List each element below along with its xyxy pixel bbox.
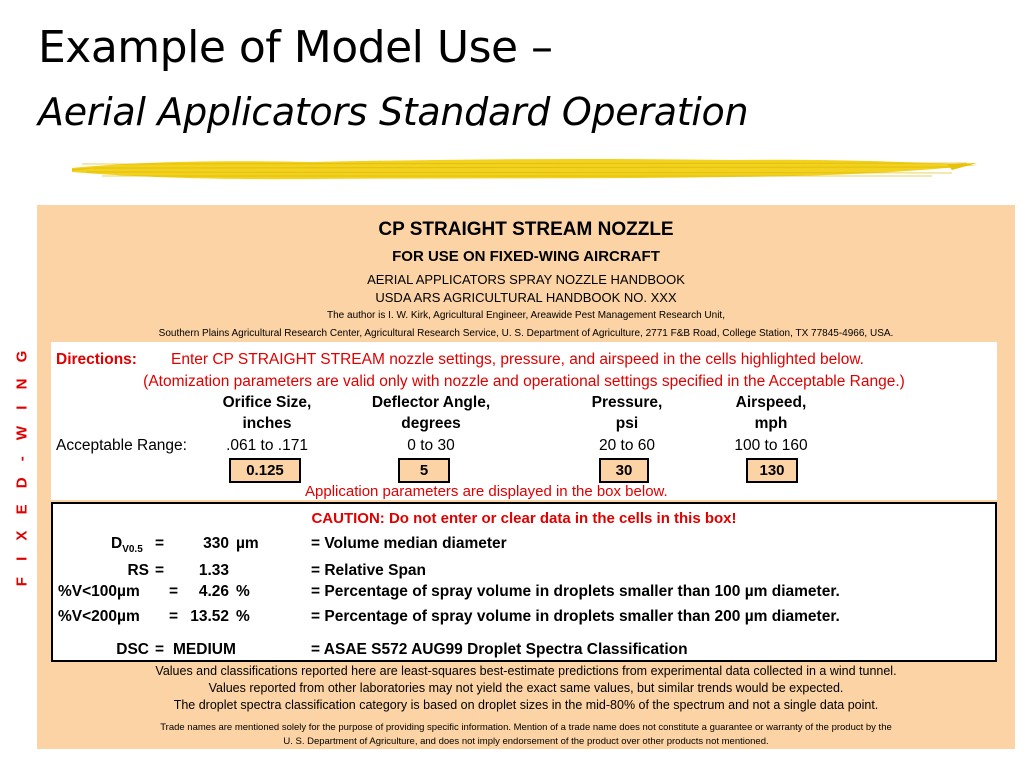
pressure-range: 20 to 60 bbox=[598, 437, 656, 454]
deflector-angle-input[interactable]: 5 bbox=[398, 458, 450, 483]
dv05-unit: µm bbox=[236, 535, 259, 552]
footer-note-2: Values reported from other laboratories may not yield the exact same values, but similar trends would be expected. bbox=[208, 681, 844, 695]
airspeed-unit: mph bbox=[754, 415, 788, 432]
v100-unit: % bbox=[236, 583, 250, 600]
orifice-size-header: Orifice Size, bbox=[222, 394, 312, 411]
rs-value: 1.33 bbox=[198, 562, 229, 579]
fixed-wing-side-label: F I X E D - W I N G bbox=[13, 344, 31, 586]
deflector-angle-unit: degrees bbox=[401, 415, 461, 432]
footer-note-3: The droplet spectra classification category is based on droplet sizes in the mid-80% of the spectrum and not a single data point. bbox=[173, 698, 879, 712]
v100-eq: = bbox=[169, 583, 179, 600]
directions-label: Directions: bbox=[56, 351, 137, 368]
author-line-1: The author is I. W. Kirk, Agricultural Engineer, Areawide Pest Management Research Unit, bbox=[327, 310, 725, 321]
dv05-eq: = bbox=[155, 535, 165, 552]
v200-label: %V<200µm bbox=[58, 608, 140, 625]
orifice-size-unit: inches bbox=[242, 415, 292, 432]
author-line-2: Southern Plains Agricultural Research Center, Agricultural Research Service, U. S. Department of Agriculture, 2771 F&B Road, College Station, TX 77845-4966, USA. bbox=[158, 328, 894, 339]
pressure-input[interactable]: 30 bbox=[599, 458, 649, 483]
directions-text: Enter CP STRAIGHT STREAM nozzle settings, pressure, and airspeed in the cells highlighted below. bbox=[171, 351, 864, 368]
rs-label: RS bbox=[127, 562, 149, 579]
nozzle-heading: CP STRAIGHT STREAM NOZZLE bbox=[378, 219, 674, 240]
results-box bbox=[51, 502, 997, 662]
dsc-eq: = bbox=[155, 641, 165, 658]
caution-text: CAUTION: Do not enter or clear data in the cells in this box! bbox=[311, 510, 737, 527]
spreadsheet-panel bbox=[37, 205, 1015, 749]
slide-title: Example of Model Use – bbox=[38, 22, 553, 73]
orifice-size-input[interactable]: 0.125 bbox=[229, 458, 301, 483]
yellow-brush-stroke bbox=[72, 150, 977, 186]
footer-note-1: Values and classifications reported here are least-squares best-estimate predictions from experimental data collected in a wind tunnel. bbox=[155, 664, 897, 678]
dsc-value: MEDIUM bbox=[173, 641, 236, 658]
handbook-line-1: AERIAL APPLICATORS SPRAY NOZZLE HANDBOOK bbox=[367, 272, 685, 287]
airspeed-range: 100 to 160 bbox=[734, 437, 808, 454]
v100-label: %V<100µm bbox=[58, 583, 140, 600]
slide-subtitle: Aerial Applicators Standard Operation bbox=[38, 90, 749, 134]
directions-note: (Atomization parameters are valid only with nozzle and operational settings specified in the Acceptable Range.) bbox=[143, 373, 905, 390]
disclaimer-line-2: U. S. Department of Agriculture, and does not imply endorsement of the product over other products not mentioned. bbox=[283, 736, 769, 747]
pressure-header: Pressure, bbox=[591, 394, 663, 411]
v100-value: 4.26 bbox=[198, 583, 229, 600]
dsc-label: DSC bbox=[116, 641, 149, 658]
pressure-unit: psi bbox=[615, 415, 639, 432]
deflector-angle-header: Deflector Angle, bbox=[371, 394, 491, 411]
airspeed-input[interactable]: 130 bbox=[746, 458, 798, 483]
params-note: Application parameters are displayed in the box below. bbox=[305, 483, 668, 500]
dsc-description: = ASAE S572 AUG99 Droplet Spectra Classification bbox=[311, 641, 688, 658]
dv05-description: = Volume median diameter bbox=[311, 535, 507, 552]
aircraft-subheading: FOR USE ON FIXED-WING AIRCRAFT bbox=[392, 248, 660, 265]
v100-description: = Percentage of spray volume in droplets smaller than 100 µm diameter. bbox=[311, 583, 840, 600]
handbook-line-2: USDA ARS AGRICULTURAL HANDBOOK NO. XXX bbox=[375, 290, 677, 305]
dv05-label: $D_{V0.5}$ bbox=[111, 535, 143, 556]
input-area bbox=[51, 342, 997, 500]
orifice-size-range: .061 to .171 bbox=[226, 437, 308, 454]
acceptable-range-label: Acceptable Range: bbox=[56, 437, 187, 454]
v200-description: = Percentage of spray volume in droplets smaller than 200 µm diameter. bbox=[311, 608, 840, 625]
rs-eq: = bbox=[155, 562, 165, 579]
v200-value: 13.52 bbox=[190, 608, 229, 625]
dv05-value: 330 bbox=[203, 535, 229, 552]
rs-description: = Relative Span bbox=[311, 562, 427, 579]
airspeed-header: Airspeed, bbox=[735, 394, 807, 411]
v200-unit: % bbox=[236, 608, 250, 625]
disclaimer-line-1: Trade names are mentioned solely for the purpose of providing specific information. Mention of a trade name does not constitute a guarantee or warranty of the product by the bbox=[160, 722, 892, 733]
v200-eq: = bbox=[169, 608, 179, 625]
deflector-angle-range: 0 to 30 bbox=[407, 437, 455, 454]
